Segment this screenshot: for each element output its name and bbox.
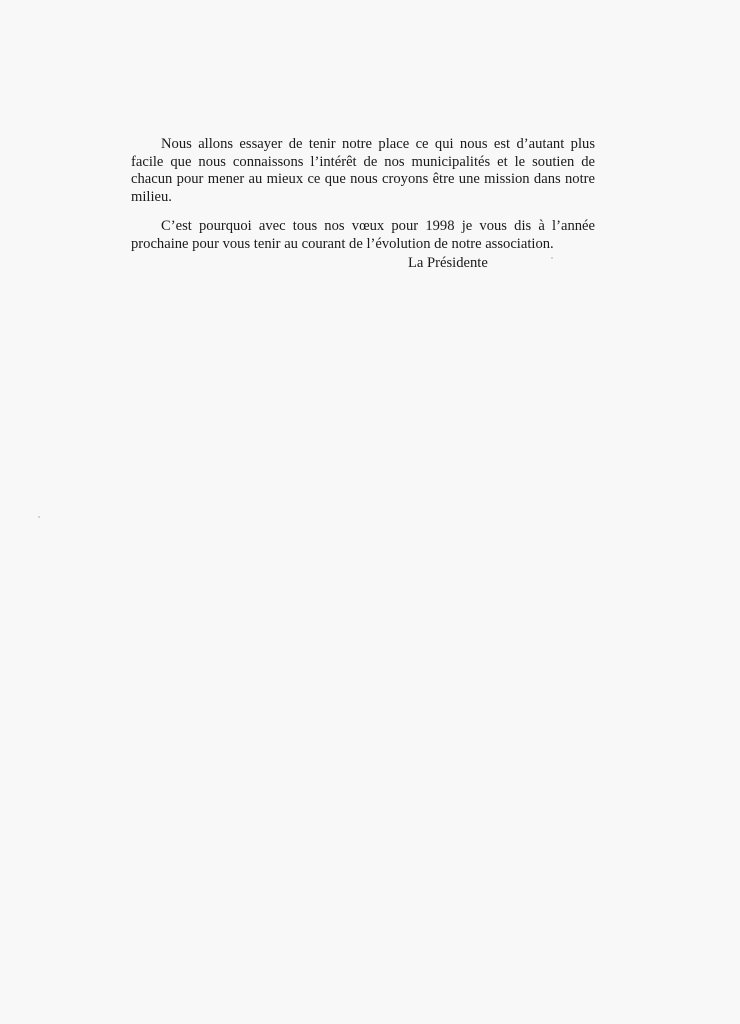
paper-speck [38,516,40,518]
paper-speck [551,257,553,259]
paragraph-wishes: C’est pourquoi avec tous nos vœux pour 1998 je vous dis à l’année prochaine pour vous tenir au courant de l’évolution de notre association. [131,218,595,252]
paragraph-intro: Nous allons essayer de tenir notre place ce qui nous est d’autant plus facile que nous connaissons l’intérêt de nos municipalités et le soutien de chacun pour mener au mieux ce que nous croyons être une mission dans notre milieu. [131,136,595,205]
signature: La Présidente [408,255,488,271]
letter-body [131,136,595,265]
